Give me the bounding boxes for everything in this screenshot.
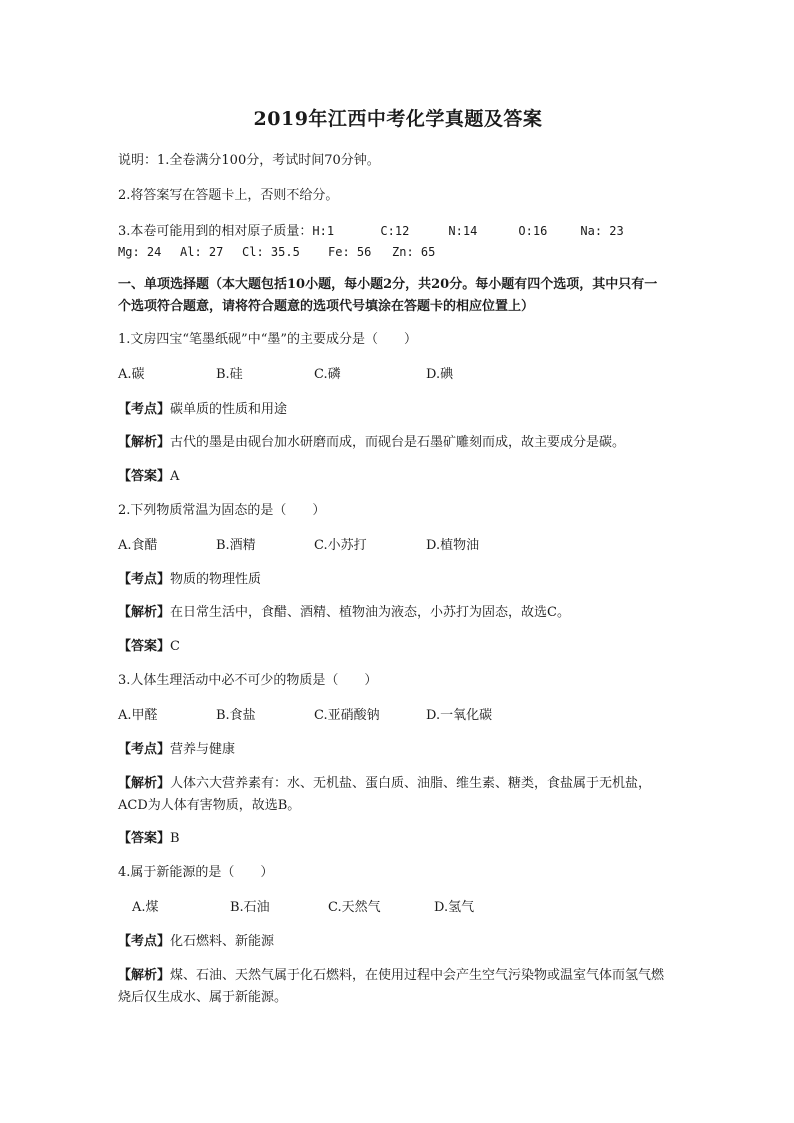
question-2-option-b: B.酒精: [216, 538, 256, 553]
question-3-kaodian: [118, 740, 235, 760]
question-3-options: [118, 706, 492, 726]
question-4-jiexi: [118, 965, 670, 1009]
question-2-answer: [118, 637, 180, 657]
question-1-options: [118, 365, 453, 385]
kaodian-label: 【考点】: [118, 934, 171, 949]
question-3-jiexi: [118, 773, 670, 817]
jiexi-label: 【解析】: [118, 435, 171, 450]
atomic-mass-n: N:14: [448, 224, 478, 238]
question-2-answer-text: C: [170, 639, 180, 654]
question-1-option-d: D.碘: [426, 367, 454, 382]
atomic-mass-mg: Mg: 24: [118, 245, 162, 259]
question-2-kaodian-text: 物质的物理性质: [170, 572, 262, 587]
question-4-stem: 4.属于新能源的是（ ）: [118, 865, 274, 880]
question-3-stem: 3.人体生理活动中必不可少的物质是（ ）: [118, 673, 378, 688]
kaodian-label: 【考点】: [118, 742, 171, 757]
jiexi-label: 【解析】: [118, 605, 171, 620]
atomic-mass-zn: Zn: 65: [392, 245, 436, 259]
instruction-line-2: 2.将答案写在答题卡上，否则不给分。: [118, 188, 339, 203]
atomic-mass-al: Al: 27: [180, 245, 224, 259]
question-4-options: [132, 898, 474, 918]
atomic-mass-h: H:1: [312, 224, 335, 238]
question-2-stem: 2.下列物质常温为固态的是（ ）: [118, 503, 326, 518]
question-2-option-c: C.小苏打: [314, 538, 367, 553]
atomic-mass-row-1: [312, 224, 623, 238]
question-3-answer-text: B: [170, 831, 180, 846]
question-1-answer-text: A: [170, 469, 180, 484]
question-4-kaodian-text: 化石燃料、新能源: [170, 934, 275, 949]
question-2-jiexi-text: 在日常生活中，食醋、酒精、植物油为液态，小苏打为固态，故选C。: [170, 605, 570, 620]
question-1-option-c: C.磷: [314, 367, 341, 382]
question-3-option-b: B.食盐: [216, 708, 256, 723]
answer-label: 【答案】: [118, 831, 171, 846]
page-title: 2019年江西中考化学真题及答案: [253, 108, 543, 130]
question-4-option-a: A.煤: [132, 900, 159, 915]
question-3-option-a: A.甲醛: [118, 708, 158, 723]
question-2-jiexi: [118, 603, 570, 623]
question-4-jiexi-text: 煤、石油、天然气属于化石燃料，在使用过程中会产生空气污染物或温室气体而氢气燃烧后仅生成水、属于新能源。: [118, 968, 665, 1005]
atomic-mass-o: O:16: [518, 224, 548, 238]
question-2-kaodian: [118, 570, 261, 590]
instruction-line-3: [118, 221, 624, 242]
question-1-kaodian: [118, 400, 287, 420]
question-2-option-a: A.食醋: [118, 538, 158, 553]
question-2-option-d: D.植物油: [426, 538, 480, 553]
question-4-option-b: B.石油: [230, 900, 270, 915]
question-3-answer: [118, 829, 180, 849]
atomic-mass-fe: Fe: 56: [328, 245, 372, 259]
kaodian-label: 【考点】: [118, 402, 171, 417]
atomic-mass-intro: 3.本卷可能用到的相对原子质量：: [118, 224, 313, 239]
answer-label: 【答案】: [118, 469, 171, 484]
question-2-options: [118, 536, 479, 556]
question-1-kaodian-text: 碳单质的性质和用途: [170, 402, 288, 417]
question-3-jiexi-text: 人体六大营养素有：水、无机盐、蛋白质、油脂、维生素、糖类，食盐属于无机盐，ACD为人体有害物质，故选B。: [118, 776, 652, 813]
instruction-line-1: 说明：1.全卷满分100分，考试时间70分钟。: [118, 153, 380, 168]
jiexi-label: 【解析】: [118, 968, 171, 983]
section-heading: 一、单项选择题（本大题包括10小题，每小题2分，共20分。每小题有四个选项，其中只有一个选项符合题意，请将符合题意的选项代号填涂在答题卡的相应位置上）: [118, 277, 658, 314]
answer-label: 【答案】: [118, 639, 171, 654]
question-3-option-d: D.一氧化碳: [426, 708, 493, 723]
question-1-stem: 1.文房四宝“笔墨纸砚”中“墨”的主要成分是（ ）: [118, 332, 417, 347]
question-3-option-c: C.亚硝酸钠: [314, 708, 380, 723]
question-1-option-b: B.硅: [216, 367, 243, 382]
jiexi-label: 【解析】: [118, 776, 171, 791]
question-4-option-d: D.氢气: [434, 900, 475, 915]
atomic-mass-c: C:12: [380, 224, 410, 238]
question-3-kaodian-text: 营养与健康: [170, 742, 236, 757]
question-4-kaodian: [118, 932, 274, 952]
question-4-option-c: C.天然气: [328, 900, 381, 915]
question-1-option-a: A.碳: [118, 367, 145, 382]
question-1-answer: [118, 467, 179, 487]
atomic-mass-na: Na: 23: [580, 224, 624, 238]
atomic-mass-row-2: [118, 242, 435, 262]
atomic-mass-cl: Cl: 35.5: [242, 245, 300, 259]
question-1-jiexi: [118, 433, 625, 453]
question-1-jiexi-text: 古代的墨是由砚台加水研磨而成，而砚台是石墨矿雕刻而成，故主要成分是碳。: [170, 435, 626, 450]
kaodian-label: 【考点】: [118, 572, 171, 587]
